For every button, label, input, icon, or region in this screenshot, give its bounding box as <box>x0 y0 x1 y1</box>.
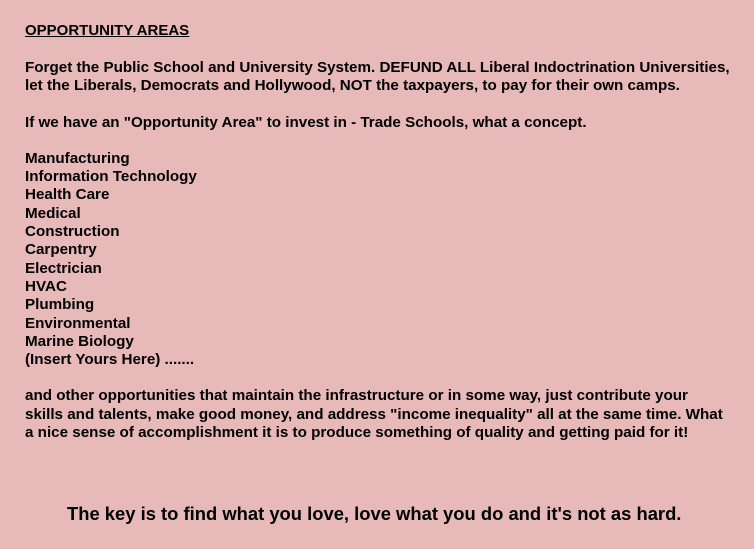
list-item: Health Care <box>25 186 110 204</box>
list-item: Marine Biology <box>25 332 134 350</box>
trades-list <box>25 150 745 370</box>
list-item: Electrician <box>25 259 102 277</box>
list-item: Manufacturing <box>25 149 130 167</box>
list-item: HVAC <box>25 277 67 295</box>
page-title: OPPORTUNITY AREAS <box>25 22 190 39</box>
opportunity-paragraph: If we have an "Opportunity Area" to invest in - Trade Schools, what a concept. <box>25 113 587 131</box>
list-item: Construction <box>25 223 120 241</box>
closing-paragraph: and other opportunities that maintain the infrastructure or in some way, just contribute your skills and talents, make good money, and address "income inequality" all at the same time. What a nice sense of accomplishment it is to produce something of quality and getting paid for it! <box>25 387 723 442</box>
list-item: Information Technology <box>25 168 197 186</box>
list-item: Plumbing <box>25 296 95 314</box>
list-item: Environmental <box>25 314 131 332</box>
document-body <box>25 22 745 458</box>
list-item: Carpentry <box>25 241 97 259</box>
intro-paragraph: Forget the Public School and University System. DEFUND ALL Liberal Indoctrination Universities, let the Liberals, Democrats and Hollywood, NOT the taxpayers, to pay for their own camps. <box>25 59 730 95</box>
list-item: Medical <box>25 204 81 222</box>
list-item: (Insert Yours Here) ....... <box>25 351 195 369</box>
tagline: The key is to find what you love, love what you do and it's not as hard. <box>67 503 682 524</box>
